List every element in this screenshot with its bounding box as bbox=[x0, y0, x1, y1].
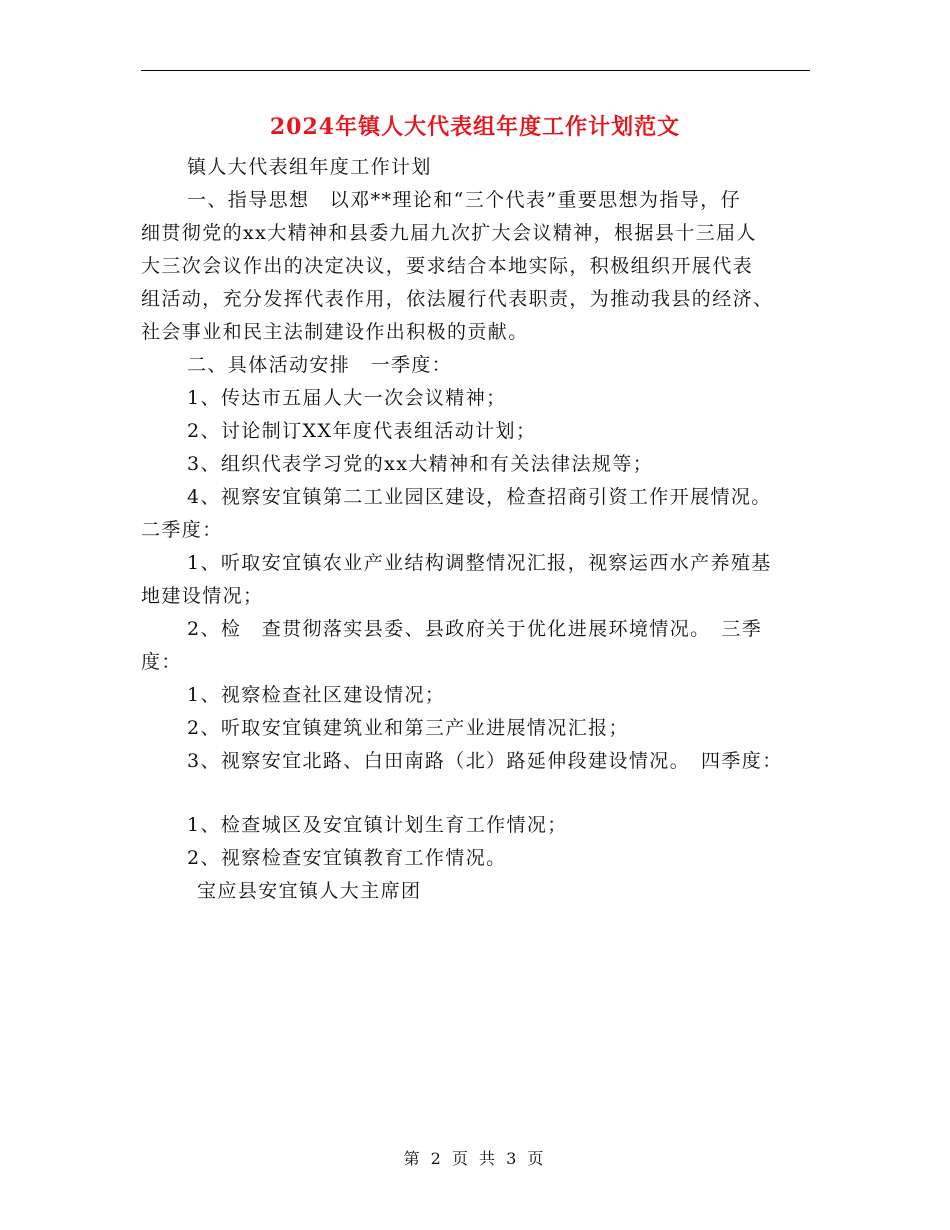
body-line: 二、具体活动安排 一季度： bbox=[187, 354, 453, 376]
body-line: 二季度： bbox=[141, 519, 223, 541]
page-number: 第 2 页 共 3 页 bbox=[403, 1149, 547, 1168]
body-line: 1、检查城区及安宜镇计划生育工作情况； bbox=[187, 814, 568, 836]
body-line: 2、检 查贯彻落实县委、县政府关于优化进展环境情况。 三季 bbox=[187, 618, 763, 640]
body-line: 镇人大代表组年度工作计划 bbox=[187, 156, 432, 178]
body-line: 一、指导思想 以邓**理论和“三个代表”重要思想为指导，仔 bbox=[187, 189, 742, 211]
body-line: 4、视察安宜镇第二工业园区建设，检查招商引资工作开展情况。 bbox=[187, 486, 772, 508]
body-line: 1、传达市五届人大一次会议精神； bbox=[187, 387, 507, 409]
body-line: 2、讨论制订XX年度代表组活动计划； bbox=[187, 420, 537, 442]
body-line: 组活动，充分发挥代表作用，依法履行代表职责，为推动我县的经济、 bbox=[141, 288, 774, 310]
header-rule bbox=[141, 70, 810, 71]
signature-line: 宝应县安宜镇人大主席团 bbox=[197, 880, 422, 902]
body-line: 3、视察安宜北路、白田南路（北）路延伸段建设情况。 四季度： bbox=[187, 750, 783, 772]
body-line: 地建设情况； bbox=[141, 585, 264, 607]
body-line: 度： bbox=[141, 651, 182, 673]
body-line: 2、视察检查安宜镇教育工作情况。 bbox=[187, 847, 507, 869]
body-line: 3、组织代表学习党的xx大精神和有关法律法规等； bbox=[187, 453, 654, 475]
body-line: 社会事业和民主法制建设作出积极的贡献。 bbox=[141, 321, 529, 343]
body-line: 2、听取安宜镇建筑业和第三产业进展情况汇报； bbox=[187, 717, 629, 739]
document-title: 2024年镇人大代表组年度工作计划范文 bbox=[269, 114, 681, 140]
body-line: 细贯彻党的xx大精神和县委九届九次扩大会议精神，根据县十三届人 bbox=[141, 222, 757, 244]
body-line: 大三次会议作出的决定决议，要求结合本地实际，积极组织开展代表 bbox=[141, 255, 754, 277]
body-line: 1、视察检查社区建设情况； bbox=[187, 684, 446, 706]
body-line: 1、听取安宜镇农业产业结构调整情况汇报，视察运西水产养殖基 bbox=[187, 552, 772, 574]
